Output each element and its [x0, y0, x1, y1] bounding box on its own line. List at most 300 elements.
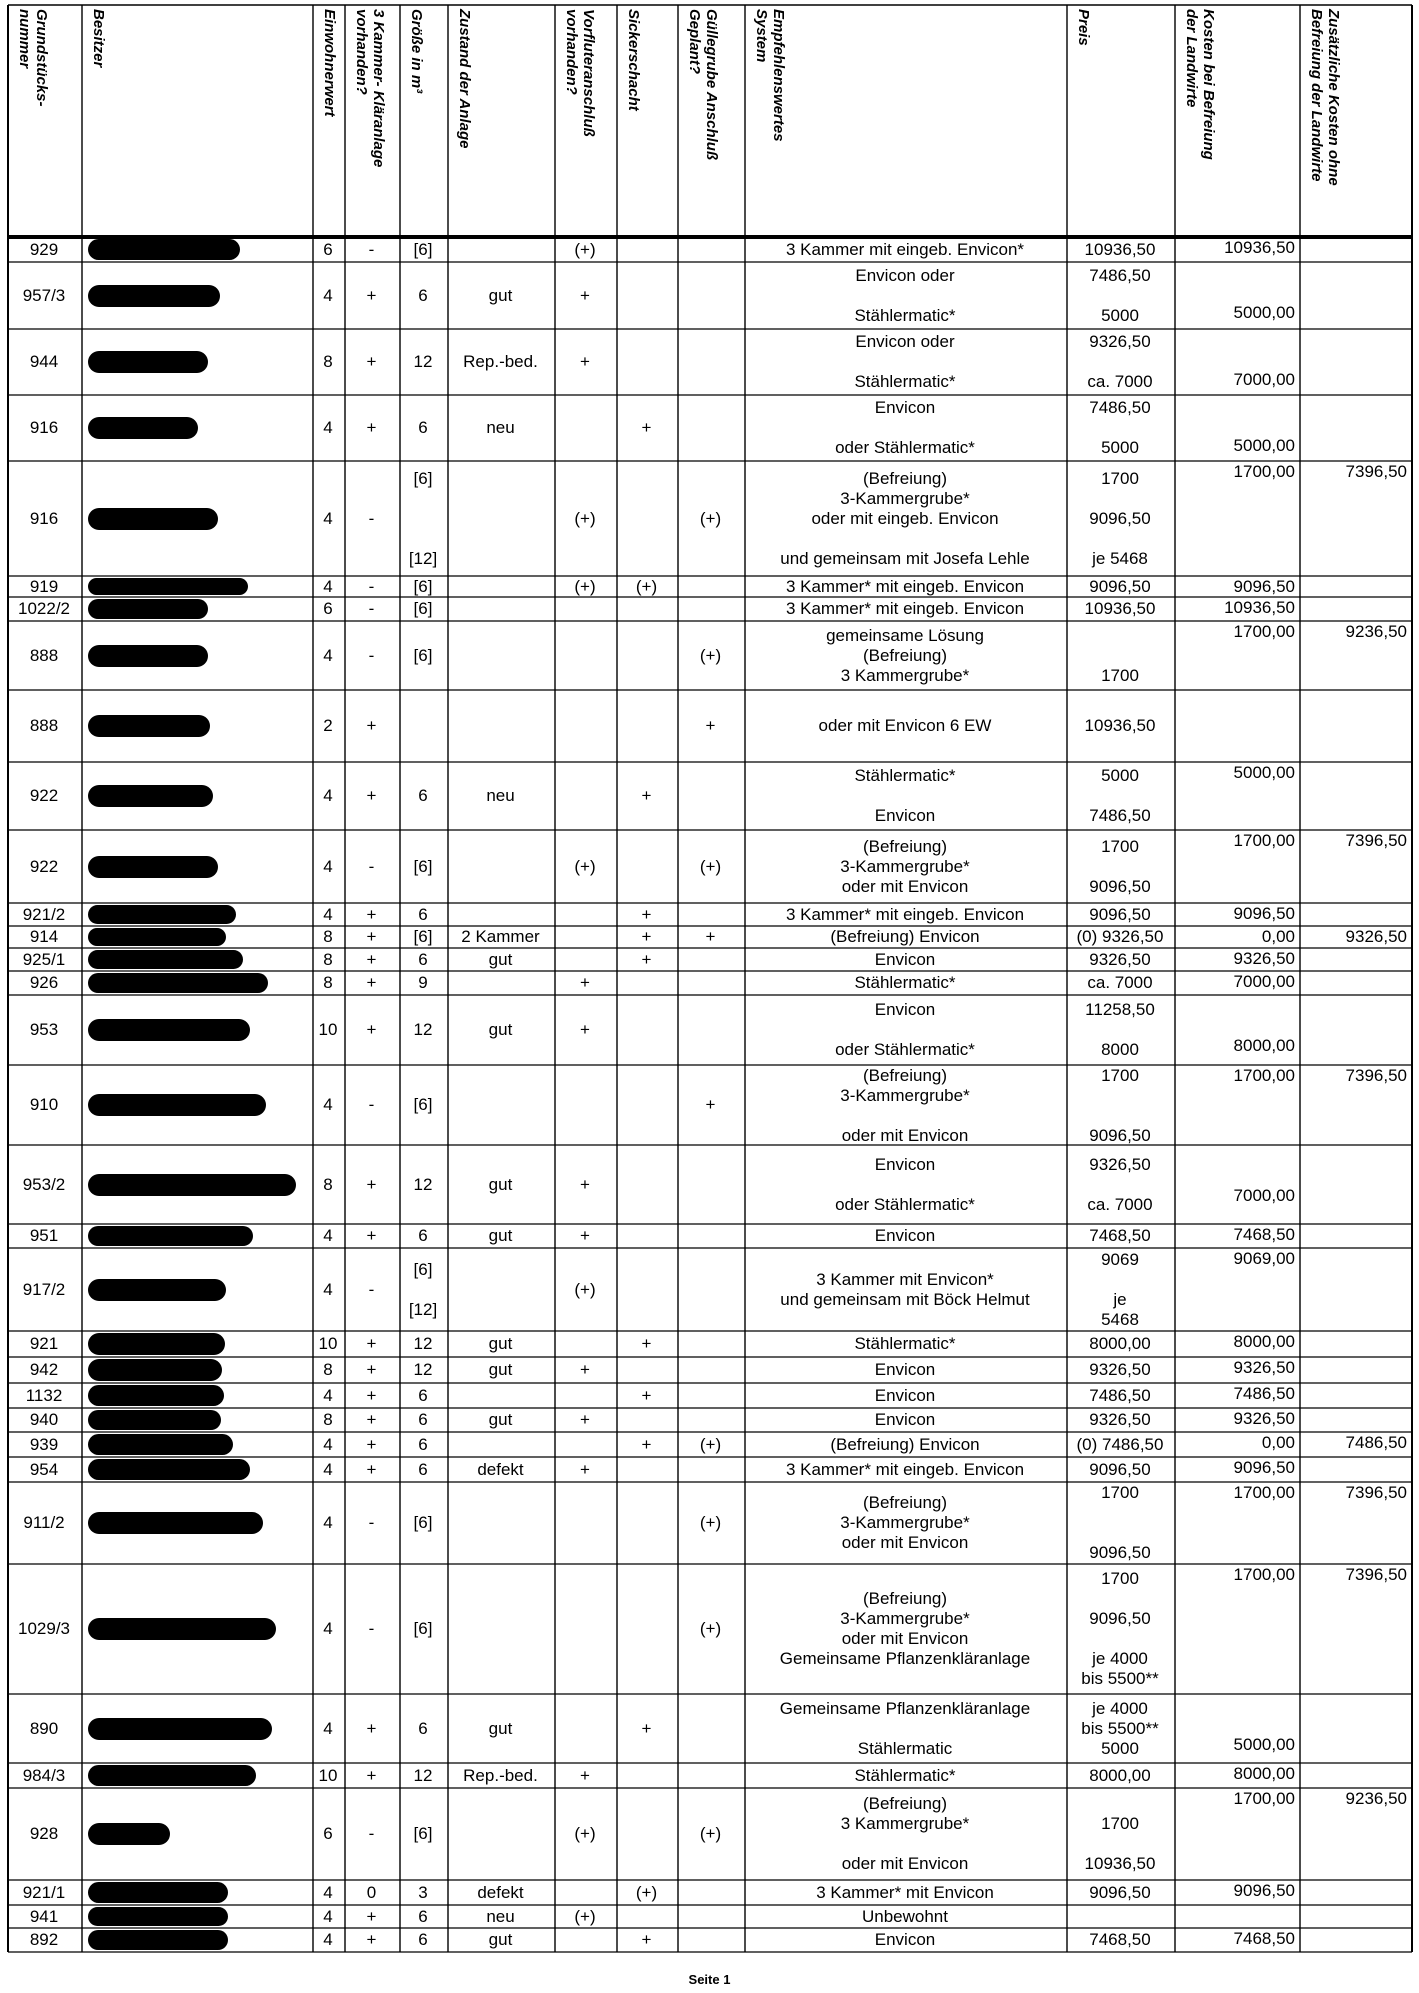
cell-k3: - — [368, 1279, 375, 1299]
cell-kb: 10936,50 — [1224, 598, 1295, 617]
redacted-owner-name — [88, 578, 248, 595]
redacted-owner-name — [88, 1385, 224, 1406]
cell-si: + — [641, 1434, 652, 1454]
cell-kb: 1700,00 — [1233, 1483, 1295, 1502]
cell-k3: - — [368, 1513, 375, 1532]
cell-pr: 1700 9096,50 — [1089, 836, 1151, 896]
cell-zu: Rep.-bed. — [463, 1765, 538, 1785]
cell-zk: 7396,50 — [1345, 831, 1407, 850]
cell-ew: 6 — [323, 599, 333, 618]
cell-sy: Unbewohnt — [861, 1906, 948, 1926]
redacted-owner-name — [88, 645, 208, 667]
cell-kb: 9096,50 — [1233, 904, 1295, 923]
cell-nr: 925/1 — [22, 949, 66, 969]
cell-gu: + — [705, 927, 716, 946]
cell-kb: 5000,00 — [1233, 1735, 1295, 1754]
redacted-owner-name — [88, 905, 236, 924]
cell-vo: + — [580, 285, 590, 305]
cell-vo: + — [580, 352, 590, 371]
cell-nr: 953/2 — [22, 1174, 66, 1194]
cell-pr: 9326,50 — [1089, 1410, 1151, 1429]
cell-ew: 4 — [323, 577, 333, 596]
cell-ew: 4 — [323, 1930, 333, 1949]
cell-ew: 6 — [323, 1824, 333, 1843]
cell-ew: 4 — [323, 1906, 333, 1926]
cell-gr: [6] — [413, 599, 433, 618]
cell-sy: Stählermatic* — [854, 1765, 956, 1785]
cell-gr: 6 — [418, 1906, 428, 1926]
redacted-owner-name — [88, 928, 226, 946]
cell-pr: 5000 7486,50 — [1089, 766, 1151, 825]
cell-nr: 926 — [29, 973, 59, 992]
cell-ew: 10 — [318, 1765, 338, 1785]
cell-si: + — [641, 418, 652, 437]
cell-k3: - — [368, 577, 375, 596]
cell-si: + — [641, 927, 652, 946]
cell-pr: 9069 je 5468 — [1101, 1249, 1139, 1329]
cell-gr: [6] — [413, 1513, 433, 1532]
cell-kb: 7468,50 — [1233, 1225, 1295, 1244]
cell-gr: [6] [12] — [408, 468, 438, 568]
cell-kb: 9096,50 — [1233, 1458, 1295, 1477]
cell-nr: 944 — [29, 352, 59, 371]
cell-kb: 8000,00 — [1233, 1764, 1295, 1783]
cell-gr: 6 — [418, 1385, 428, 1405]
cell-k3: + — [366, 1226, 377, 1245]
cell-sy: (Befreiung) 3 Kammergrube* oder mit Envicon — [840, 1794, 970, 1873]
cell-sy: 3 Kammer* mit eingeb. Envicon — [785, 577, 1025, 596]
cell-nr: 921/1 — [22, 1882, 66, 1902]
cell-zu: neu — [486, 418, 515, 437]
cell-gr: 6 — [418, 949, 428, 969]
cell-sy: 3 Kammer* mit Envicon — [816, 1882, 994, 1902]
cell-kb: 1700,00 — [1233, 1565, 1295, 1584]
cell-sy: (Befreiung) Envicon — [830, 927, 980, 946]
page-footer: Seite 1 — [688, 1972, 731, 1987]
cell-gu: + — [705, 716, 716, 735]
cell-ew: 4 — [323, 1459, 333, 1479]
cell-si: + — [641, 949, 652, 969]
cell-zu: 2 Kammer — [461, 927, 540, 946]
cell-k3: - — [368, 1095, 375, 1114]
cell-kb: 7000,00 — [1233, 1186, 1295, 1205]
cell-vo: (+) — [574, 508, 596, 528]
cell-sy: 3 Kammer* mit eingeb. Envicon — [785, 1459, 1025, 1479]
cell-pr: 1700 — [1101, 665, 1139, 685]
cell-vo: + — [580, 1765, 590, 1785]
cell-pr: 11258,50 8000 — [1085, 1000, 1155, 1059]
cell-vo: + — [580, 1226, 590, 1245]
cell-gr: 12 — [413, 1174, 433, 1194]
cell-k3: + — [366, 1718, 377, 1738]
redacted-owner-name — [88, 1226, 253, 1246]
redacted-owner-name — [88, 599, 208, 619]
cell-sy: Envicon — [874, 1930, 936, 1949]
column-header-pr: Preis — [1075, 9, 1092, 46]
cell-ew: 8 — [323, 1410, 333, 1429]
column-header-gr: Größe in m³ — [408, 9, 425, 94]
cell-gr: 6 — [418, 1459, 428, 1479]
cell-sy: Envicon — [874, 1360, 936, 1379]
cell-zk: 7396,50 — [1345, 462, 1407, 481]
cell-nr: 951 — [29, 1226, 59, 1245]
cell-k3: - — [368, 508, 375, 528]
cell-pr: 10936,50 — [1084, 599, 1156, 618]
cell-zu: gut — [488, 1718, 513, 1738]
cell-sy: (Befreiung) 3-Kammergrube* oder mit eingeb. Envicon und gemeinsam mit Josefa Lehle — [780, 468, 1030, 568]
cell-pr: 9326,50 — [1089, 949, 1151, 969]
cell-gr: [6] — [413, 1095, 433, 1114]
cell-gr: [6] — [413, 927, 433, 946]
cell-k3: + — [366, 1930, 377, 1949]
cell-kb: 9326,50 — [1233, 949, 1295, 968]
cell-sy: 3 Kammer* mit eingeb. Envicon — [785, 599, 1025, 618]
cell-k3: + — [366, 904, 377, 924]
cell-kb: 10936,50 — [1224, 238, 1295, 257]
cell-nr: 890 — [29, 1718, 59, 1738]
cell-pr: 9326,50 — [1089, 1360, 1151, 1379]
cell-vo: + — [580, 1410, 590, 1429]
cell-pr: je 4000 bis 5500** 5000 — [1081, 1698, 1159, 1758]
cell-ew: 2 — [323, 716, 333, 735]
cell-ew: 4 — [323, 1226, 333, 1245]
cell-pr: 7486,50 — [1089, 1385, 1151, 1405]
cell-pr: 9326,50 ca. 7000 — [1087, 332, 1153, 391]
cell-vo: (+) — [574, 577, 596, 596]
cell-sy: Stählermatic* — [854, 973, 956, 992]
cell-kb: 0,00 — [1261, 927, 1295, 946]
cell-pr: ca. 7000 — [1087, 973, 1153, 992]
column-header-besitzer: Besitzer — [90, 9, 107, 68]
cell-pr: 10936,50 — [1084, 239, 1156, 259]
cell-zu: gut — [488, 1360, 513, 1379]
cell-nr: 919 — [29, 577, 59, 596]
cell-zk: 7486,50 — [1345, 1433, 1407, 1452]
cell-pr: 8000,00 — [1089, 1334, 1151, 1353]
cell-gr: 6 — [418, 1434, 428, 1454]
cell-k3: + — [366, 1459, 377, 1479]
cell-ew: 10 — [318, 1334, 338, 1353]
cell-kb: 7000,00 — [1233, 972, 1295, 991]
cell-gr: [6] — [413, 577, 433, 596]
cell-vo: + — [580, 1459, 590, 1479]
redacted-owner-name — [88, 417, 198, 439]
cell-pr: 10936,50 — [1084, 716, 1156, 735]
cell-kb: 5000,00 — [1233, 303, 1295, 322]
cell-sy: Gemeinsame Pflanzenkläranlage Stählermatic — [779, 1698, 1031, 1758]
cell-sy: Envicon — [874, 949, 936, 969]
cell-sy: gemeinsame Lösung (Befreiung) 3 Kammergrube* — [826, 625, 984, 685]
cell-pr: 1700 9096,50 je 5468 — [1089, 468, 1151, 568]
cell-kb: 1700,00 — [1233, 1066, 1295, 1085]
cell-kb: 9096,50 — [1233, 1881, 1295, 1900]
cell-ew: 4 — [323, 1434, 333, 1454]
cell-sy: Envicon oder Stählermatic* — [854, 265, 956, 325]
redacted-owner-name — [88, 1765, 256, 1786]
cell-pr: 8000,00 — [1089, 1765, 1151, 1785]
cell-nr: 888 — [29, 716, 59, 735]
cell-si: + — [641, 786, 652, 805]
cell-k3: + — [366, 1020, 377, 1039]
cell-vo: (+) — [574, 1824, 596, 1843]
cell-sy: 3 Kammer* mit eingeb. Envicon — [785, 904, 1025, 924]
cell-nr: 942 — [29, 1360, 59, 1379]
cell-ew: 6 — [323, 239, 333, 259]
cell-nr: 917/2 — [22, 1279, 66, 1299]
cell-ew: 8 — [323, 927, 333, 946]
redacted-owner-name — [88, 285, 220, 307]
column-header-kb: Kosten bei Befreiung der Landwirte — [1183, 9, 1217, 160]
cell-vo: + — [580, 1174, 590, 1194]
redacted-owner-name — [88, 973, 268, 993]
cell-ew: 4 — [323, 1095, 333, 1114]
redacted-owner-name — [88, 950, 243, 969]
cell-vo: (+) — [574, 1906, 596, 1926]
cell-k3: 0 — [366, 1882, 377, 1902]
cell-pr: 1700 10936,50 — [1084, 1814, 1156, 1873]
column-header-zu: Zustand der Anlage — [456, 9, 473, 149]
cell-sy: Envicon oder Stählermatic* — [835, 1000, 975, 1059]
cell-si: + — [641, 1334, 652, 1353]
cell-k3: + — [366, 285, 377, 305]
cell-gr: [6] — [413, 645, 433, 665]
cell-pr: 1700 9096,50 — [1089, 1066, 1151, 1145]
cell-gu: (+) — [699, 1619, 722, 1638]
cell-pr: 9326,50 ca. 7000 — [1087, 1154, 1153, 1214]
cell-kb: 8000,00 — [1233, 1036, 1295, 1055]
cell-sy: (Befreiung) 3-Kammergrube* oder mit Envicon Gemeinsame Pflanzenkläranlage — [779, 1589, 1031, 1668]
cell-ew: 4 — [323, 1619, 333, 1638]
redacted-owner-name — [88, 1718, 272, 1740]
redacted-owner-name — [88, 856, 218, 878]
cell-sy: Envicon oder Stählermatic* — [854, 332, 956, 391]
cell-zu: gut — [488, 285, 513, 305]
cell-sy: (Befreiung) 3-Kammergrube* oder mit Envicon — [840, 1493, 970, 1552]
cell-kb: 0,00 — [1261, 1433, 1295, 1452]
redacted-owner-name — [88, 1359, 222, 1381]
cell-si: + — [641, 1718, 652, 1738]
cell-k3: + — [366, 1434, 377, 1454]
cell-nr: 911/2 — [23, 1513, 65, 1532]
redacted-owner-name — [88, 1618, 276, 1640]
cell-gr: [6] — [413, 239, 433, 259]
column-header-gu: Güllegrube Anschluß Geplant? — [686, 9, 720, 161]
column-header-vo: Vorfluteranschluß vorhanden? — [563, 9, 597, 137]
cell-kb: 7468,50 — [1233, 1929, 1295, 1948]
cell-ew: 4 — [323, 1513, 333, 1532]
cell-k3: + — [366, 1174, 377, 1194]
redacted-owner-name — [88, 1512, 263, 1534]
cell-ew: 4 — [323, 904, 333, 924]
redacted-owner-name — [88, 785, 213, 807]
cell-gr: 6 — [418, 1410, 428, 1429]
cell-gr: 6 — [418, 904, 428, 924]
cell-nr: 928 — [29, 1824, 59, 1843]
cell-gr: 6 — [418, 285, 428, 305]
column-header-zk: Zusätzliche Kosten ohne Befreiung der Landwirte — [1308, 9, 1342, 186]
cell-zk: 7396,50 — [1345, 1483, 1407, 1502]
cell-ew: 8 — [323, 973, 333, 992]
cell-zu: gut — [488, 1930, 513, 1949]
cell-nr: 954 — [29, 1459, 59, 1479]
cell-ew: 4 — [323, 1718, 333, 1738]
cell-sy: (Befreiung) 3-Kammergrube* oder mit Envicon — [840, 836, 970, 896]
cell-zu: neu — [486, 786, 515, 805]
cell-ew: 4 — [323, 786, 333, 805]
cell-nr: 1022/2 — [18, 599, 70, 618]
cell-gr: [6] [12] — [408, 1259, 438, 1319]
redacted-owner-name — [88, 351, 208, 373]
cell-pr: 7486,50 5000 — [1089, 398, 1151, 457]
column-header-k3: 3 Kammer- Kläranlage vorhanden? — [353, 9, 387, 168]
cell-nr: 929 — [29, 239, 59, 259]
cell-zk: 9236,50 — [1345, 1789, 1407, 1808]
cell-ew: 4 — [323, 285, 333, 305]
cell-kb: 1700,00 — [1233, 622, 1295, 641]
column-header-ew: Einwohnerwert — [321, 9, 338, 117]
cell-gu: (+) — [699, 1434, 722, 1454]
cell-gr: 6 — [418, 786, 428, 805]
cell-zu: gut — [488, 1334, 513, 1353]
cell-ew: 8 — [323, 1174, 333, 1194]
cell-vo: (+) — [574, 239, 596, 259]
cell-sy: 3 Kammer mit Envicon* und gemeinsam mit Böck Helmut — [780, 1269, 1030, 1309]
cell-nr: 957/3 — [22, 285, 66, 305]
cell-vo: (+) — [574, 856, 596, 876]
cell-k3: - — [368, 1619, 375, 1638]
cell-k3: + — [366, 1765, 377, 1785]
column-header-si: Sickerschacht — [625, 9, 642, 111]
cell-sy: Envicon oder Stählermatic* — [835, 1154, 975, 1214]
cell-pr: 9096,50 — [1089, 1882, 1151, 1902]
cell-k3: + — [366, 352, 377, 371]
cell-k3: - — [368, 856, 375, 876]
cell-k3: + — [366, 1360, 377, 1379]
cell-k3: + — [366, 1410, 377, 1429]
cell-sy: Envicon — [874, 1410, 936, 1429]
cell-nr: 984/3 — [22, 1765, 66, 1785]
cell-gr: 6 — [418, 418, 428, 437]
cell-sy: oder mit Envicon 6 EW — [818, 716, 992, 735]
cell-kb: 1700,00 — [1233, 831, 1295, 850]
cell-kb: 9096,50 — [1233, 577, 1295, 596]
cell-pr: 1700 9096,50 — [1089, 1483, 1151, 1562]
cell-zu: Rep.-bed. — [463, 352, 538, 371]
cell-ew: 4 — [323, 1385, 333, 1405]
cell-zu: defekt — [477, 1882, 524, 1902]
cell-gr: 6 — [418, 1930, 428, 1949]
cell-nr: 922 — [29, 856, 59, 876]
cell-ew: 8 — [323, 1360, 333, 1379]
cell-k3: + — [366, 1385, 377, 1405]
cell-ew: 8 — [323, 949, 333, 969]
cell-pr: 7468,50 — [1089, 1930, 1151, 1949]
cell-nr: 922 — [29, 786, 59, 805]
cell-zu: gut — [488, 1174, 513, 1194]
cell-pr: 9096,50 — [1089, 904, 1151, 924]
cell-k3: + — [366, 949, 377, 969]
cell-gr: 12 — [413, 1334, 433, 1353]
cell-sy: (Befreiung) Envicon — [830, 1434, 980, 1454]
cell-k3: + — [366, 786, 377, 805]
redacted-owner-name — [88, 508, 218, 530]
cell-zu: gut — [488, 1226, 513, 1245]
cell-kb: 7486,50 — [1233, 1384, 1295, 1403]
redacted-owner-name — [88, 1174, 296, 1196]
redacted-owner-name — [88, 239, 240, 260]
cell-pr: 7486,50 5000 — [1089, 265, 1151, 325]
cell-nr: 892 — [29, 1930, 59, 1949]
cell-zk: 7396,50 — [1345, 1066, 1407, 1085]
cell-nr: 939 — [29, 1434, 59, 1454]
cell-gr: 12 — [413, 1360, 433, 1379]
cell-gr: 12 — [413, 352, 433, 371]
cell-kb: 5000,00 — [1233, 763, 1295, 782]
redacted-owner-name — [88, 1333, 225, 1355]
cell-pr: (0) 9326,50 — [1076, 927, 1164, 946]
column-header-sy: Empfehlenswertes System — [753, 9, 787, 142]
cell-pr: 1700 9096,50 je 4000 bis 5500** — [1081, 1569, 1159, 1688]
cell-ew: 10 — [318, 1020, 338, 1039]
cell-vo: + — [580, 1360, 590, 1379]
cell-pr: 7468,50 — [1089, 1226, 1151, 1245]
cell-gr: 6 — [418, 1718, 428, 1738]
cell-k3: + — [366, 716, 377, 735]
cell-k3: - — [368, 599, 375, 618]
cell-zu: gut — [488, 949, 513, 969]
cell-sy: Stählermatic* Envicon — [854, 766, 956, 825]
cell-zk: 7396,50 — [1345, 1565, 1407, 1584]
cell-sy: Envicon — [874, 1385, 936, 1405]
cell-kb: 8000,00 — [1233, 1332, 1295, 1351]
cell-ew: 4 — [323, 645, 333, 665]
cell-zu: gut — [488, 1020, 513, 1039]
cell-k3: + — [366, 1334, 377, 1353]
cell-pr: 9096,50 — [1089, 577, 1151, 596]
cell-sy: Envicon — [874, 1226, 936, 1245]
cell-si: (+) — [635, 1882, 658, 1902]
cell-sy: Envicon oder Stählermatic* — [835, 398, 975, 457]
cell-k3: + — [366, 927, 377, 946]
redacted-owner-name — [88, 1882, 228, 1903]
cell-gu: (+) — [699, 645, 722, 665]
cell-zu: neu — [486, 1906, 515, 1926]
cell-gu: (+) — [699, 1824, 722, 1843]
cell-ew: 4 — [323, 856, 333, 876]
cell-vo: + — [580, 1020, 590, 1039]
cell-sy: 3 Kammer mit eingeb. Envicon* — [785, 239, 1025, 259]
cell-nr: 921 — [29, 1334, 59, 1353]
cell-k3: + — [366, 418, 377, 437]
cell-ew: 4 — [323, 508, 333, 528]
column-header-nr: Grundstücks- nummer — [16, 9, 50, 107]
redacted-owner-name — [88, 1019, 250, 1041]
cell-si: + — [641, 1930, 652, 1949]
cell-gr: [6] — [413, 1824, 433, 1843]
cell-vo: + — [580, 973, 590, 992]
cell-kb: 5000,00 — [1233, 436, 1295, 455]
cell-k3: + — [366, 973, 377, 992]
cell-pr: (0) 7486,50 — [1076, 1434, 1164, 1454]
cell-gr: 6 — [418, 1226, 428, 1245]
cell-zk: 9236,50 — [1345, 622, 1407, 641]
cell-si: (+) — [635, 577, 658, 596]
cell-k3: - — [368, 645, 375, 665]
redacted-owner-name — [88, 1907, 228, 1926]
cell-gr: 9 — [418, 973, 428, 992]
cell-sy: Stählermatic* — [854, 1334, 956, 1353]
redacted-owner-name — [88, 715, 210, 737]
